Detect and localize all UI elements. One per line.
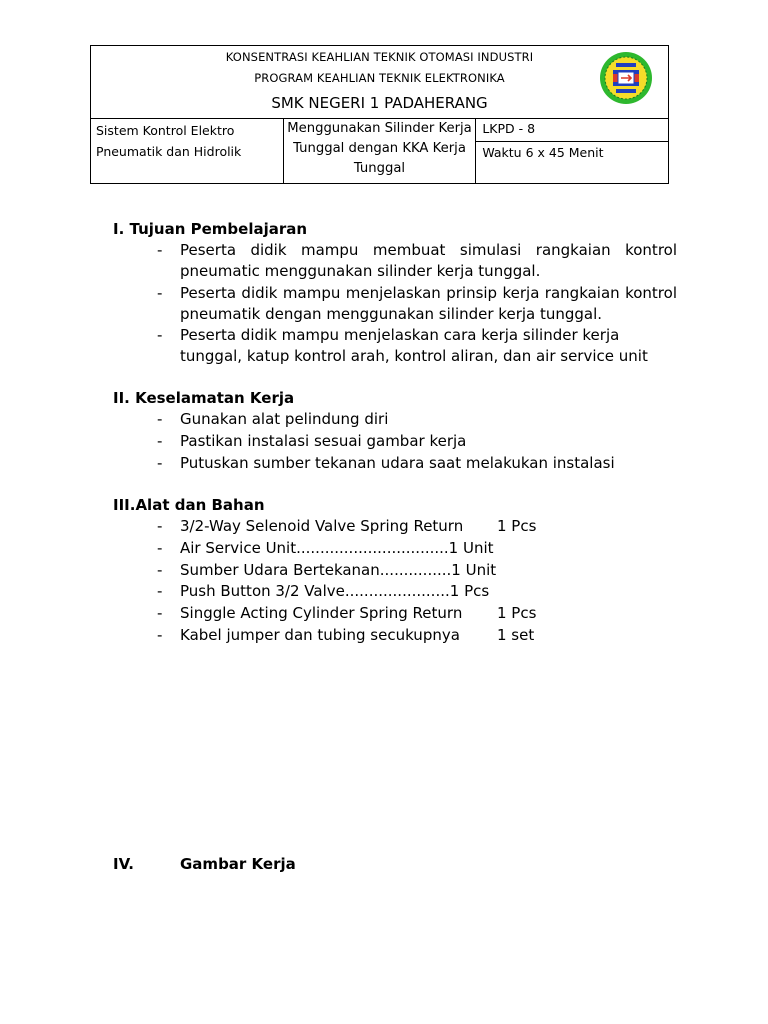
list-dash: - xyxy=(157,582,163,600)
school-logo-icon xyxy=(599,51,653,105)
list-item-text: Singgle Acting Cylinder Spring Return xyxy=(180,604,463,622)
subject-cell: Sistem Kontrol Elektro Pneumatik dan Hidrolik xyxy=(91,119,284,184)
list-item xyxy=(157,325,677,367)
list-dash: - xyxy=(157,410,163,428)
list-item xyxy=(157,431,677,452)
list-dash: - xyxy=(157,241,163,259)
header-line-2: PROGRAM KEAHLIAN TEKNIK ELEKTRONIKA xyxy=(254,71,505,85)
list-item-text: Peserta didik mampu membuat simulasi rangkaian kontrol pneumatic menggunakan silinder kerja tunggal. xyxy=(180,241,677,280)
list-item-text: Air Service Unit................................1 Unit xyxy=(180,539,494,557)
list-item-text: Push Button 3/2 Valve......................1 Pcs xyxy=(180,582,490,600)
section-4-title: Gambar Kerja xyxy=(180,855,296,873)
topic-cell: Menggunakan Silinder Kerja Tunggal dengan KKA Kerja Tunggal xyxy=(283,119,476,184)
section-3-title: III.Alat dan Bahan xyxy=(113,496,265,514)
list-dash: - xyxy=(157,626,163,644)
time-allocation: Waktu 6 x 45 Menit xyxy=(482,145,604,160)
list-item xyxy=(157,603,677,624)
list-item-text: Pastikan instalasi sesuai gambar kerja xyxy=(180,432,467,450)
section-1-title: I. Tujuan Pembelajaran xyxy=(113,220,308,238)
item-quantity: 1 set xyxy=(497,626,535,644)
section-2-title: II. Keselamatan Kerja xyxy=(113,389,295,407)
item-quantity: 1 Pcs xyxy=(497,604,537,622)
list-dash: - xyxy=(157,326,163,344)
header-title-cell xyxy=(91,46,669,119)
item-quantity: 1 Pcs xyxy=(497,517,537,535)
lkpd-number: LKPD - 8 xyxy=(476,119,668,142)
list-item xyxy=(157,240,677,282)
list-dash: - xyxy=(157,284,163,302)
list-dash: - xyxy=(157,454,163,472)
list-item xyxy=(157,409,677,430)
list-item-text: Peserta didik mampu menjelaskan prinsip kerja rangkaian kontrol pneumatik dengan menggunakan silinder kerja tunggal. xyxy=(180,284,677,323)
list-item xyxy=(157,283,677,325)
document-header xyxy=(90,45,669,184)
list-item xyxy=(157,581,677,602)
list-dash: - xyxy=(157,561,163,579)
list-dash: - xyxy=(157,539,163,557)
list-item-text: Gunakan alat pelindung diri xyxy=(180,410,389,428)
list-dash: - xyxy=(157,604,163,622)
list-dash: - xyxy=(157,517,163,535)
list-item xyxy=(157,453,677,474)
list-item xyxy=(157,538,677,559)
header-line-1: KONSENTRASI KEAHLIAN TEKNIK OTOMASI INDUSTRI xyxy=(225,50,534,64)
list-dash: - xyxy=(157,432,163,450)
school-name: SMK NEGERI 1 PADAHERANG xyxy=(271,94,488,112)
list-item-text: Kabel jumper dan tubing secukupnya xyxy=(180,626,460,644)
list-item-text: Sumber Udara Bertekanan...............1 Unit xyxy=(180,561,497,579)
lkpd-cell xyxy=(476,119,669,184)
list-item-text: Putuskan sumber tekanan udara saat melakukan instalasi xyxy=(180,454,615,472)
list-item-text: 3/2-Way Selenoid Valve Spring Return xyxy=(180,517,464,535)
list-item xyxy=(157,625,677,646)
list-item xyxy=(157,516,677,537)
list-item-text: Peserta didik mampu menjelaskan cara kerja silinder kerja tunggal, katup kontrol arah, kontrol aliran, dan air service unit xyxy=(180,326,648,365)
section-4-number: IV. xyxy=(113,855,134,873)
list-item xyxy=(157,560,677,581)
